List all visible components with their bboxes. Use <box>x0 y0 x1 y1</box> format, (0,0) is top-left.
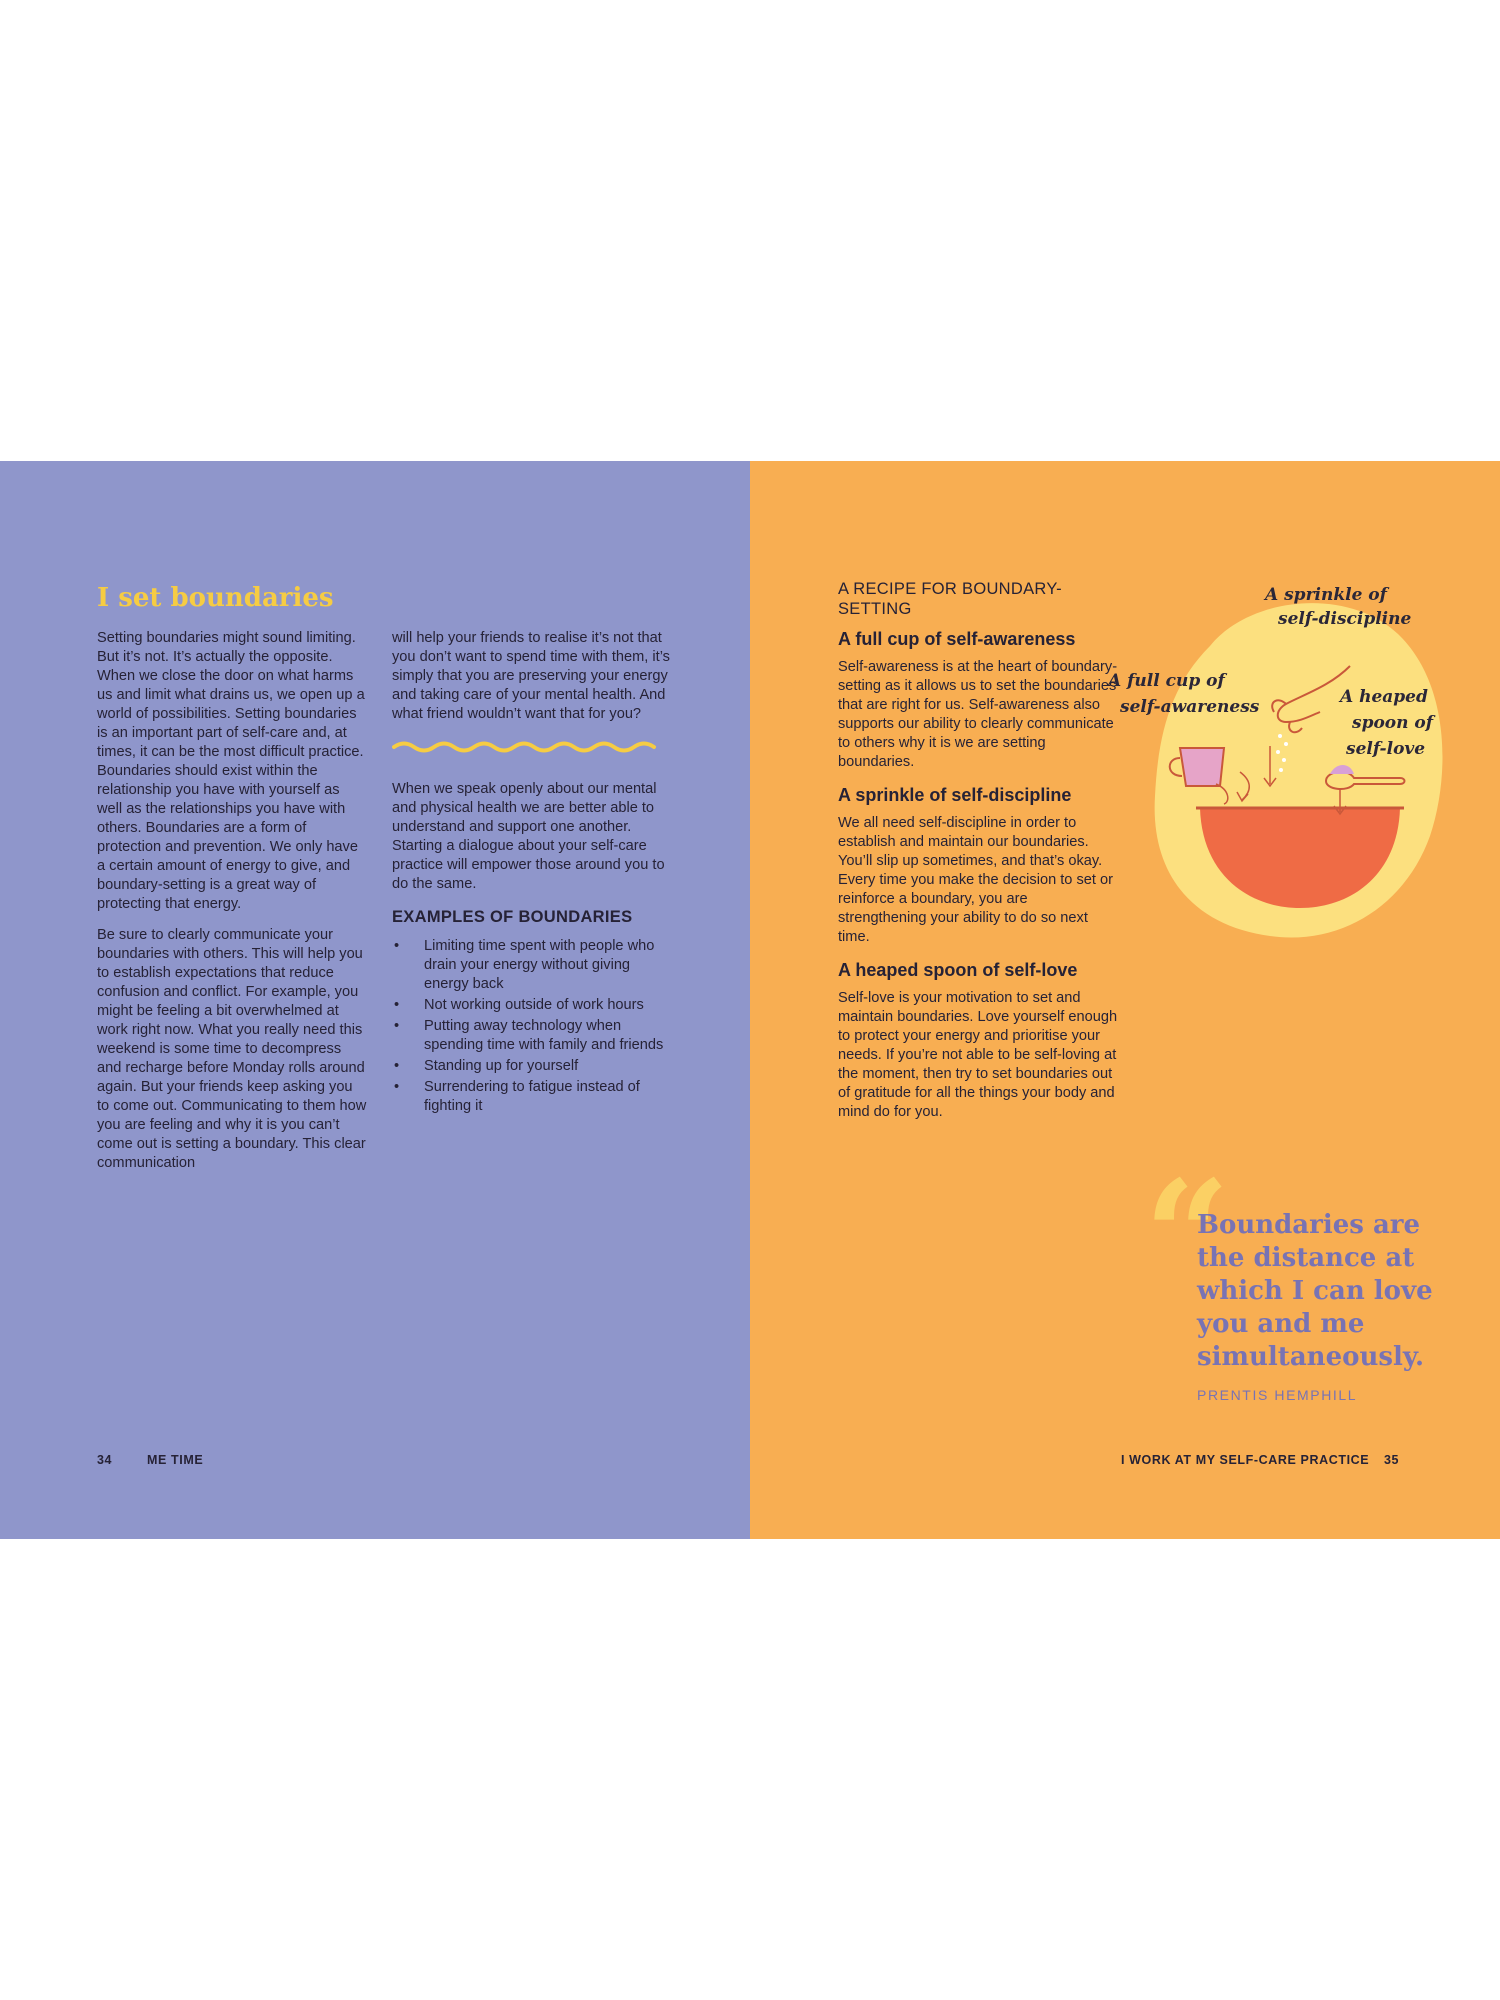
page-number-left: 34 <box>97 1453 113 1467</box>
quote-mark-icon: “ <box>1144 1148 1231 1324</box>
label-cup-line1: A full cup of <box>1108 671 1225 691</box>
body-paragraph: will help your friends to realise it’s not that you don’t want to spend time with them, it’s simply that you are preserving your energy and taking care of your mental health. And what friend wouldn’t want that for you? <box>392 630 670 722</box>
list-item-text: Surrendering to fatigue instead of fighting it <box>424 1079 640 1114</box>
book-spread <box>0 461 1500 1539</box>
list-item <box>392 1057 670 1076</box>
recipe-paragraph: We all need self-discipline in order to establish and maintain our boundaries. You’ll slip up sometimes, and that’s okay. Every time you make the decision to set or reinforce a boundary, you are strengthening your ability to do so next time. <box>838 815 1113 945</box>
list-item-text: Limiting time spent with people who drain your energy without giving energy back <box>424 938 655 992</box>
recipe-subheading: A full cup of self-awareness <box>838 629 1076 649</box>
list-item <box>392 1078 670 1116</box>
running-head-left: ME TIME <box>147 1453 204 1467</box>
label-spoon-line2: spoon of <box>1352 713 1434 733</box>
label-sprinkle-line1: A sprinkle of <box>1265 585 1387 605</box>
body-paragraph: Setting boundaries might sound limiting. But it’s not. It’s actually the opposite. When we close the door on what harms us and limit what drains us, we open up a world of possibilities. Setting boundaries is an important part of self-care and, at times, it can be the most difficult practice. Boundaries should exist within the relationship you have with yourself as well as the relationships you have with others. Boundaries are a form of protection and prevention. We only have a certain amount of energy to give, and boundary-setting is a great way of protecting that energy. <box>97 630 365 912</box>
pull-quote: Boundaries are the distance at which I can love you and me simultaneously. <box>1197 1210 1433 1372</box>
left-column-1 <box>97 629 367 1185</box>
recipe-subheading: A sprinkle of self-discipline <box>838 785 1072 805</box>
list-item-text: Not working outside of work hours <box>424 997 644 1013</box>
bullet-icon: • <box>394 1079 400 1095</box>
bullet-icon: • <box>394 997 400 1013</box>
wavy-divider-icon <box>392 740 658 754</box>
list-item-text: Putting away technology when spending time with family and friends <box>424 1018 664 1053</box>
body-paragraph: Be sure to clearly communicate your boundaries with others. This will help you to establish expectations that reduce confusion and conflict. For example, you might be feeling a bit overwhelmed at work right now. What you really need this weekend is some time to decompress and recharge before Monday rolls around again. But your friends keep asking you to come out. Communicating to them how you are feeling and why it is you can’t come out is setting a boundary. This clear communication <box>97 927 367 1171</box>
recipe-title: A RECIPE FOR BOUNDARY-SETTING <box>838 580 1062 618</box>
examples-heading: EXAMPLES OF BOUNDARIES <box>392 908 633 926</box>
recipe-paragraph: Self-awareness is at the heart of boundary-setting as it allows us to set the boundaries that are right for us. Self-awareness also supports our ability to clearly communicate to others why it is we are setting boundaries. <box>838 659 1118 770</box>
list-item <box>392 996 670 1015</box>
label-spoon-line1: A heaped <box>1340 687 1428 707</box>
body-paragraph: When we speak openly about our mental and physical health we are better able to understand and support one another. Starting a dialogue about your self-care practice will empower those around you to do the same. <box>392 781 665 892</box>
recipe-illustration <box>1100 576 1460 956</box>
bullet-icon: • <box>394 1018 400 1034</box>
left-page <box>0 461 750 1539</box>
quote-author: PRENTIS HEMPHILL <box>1197 1387 1358 1403</box>
list-item <box>392 937 670 994</box>
running-head-right: I WORK AT MY SELF-CARE PRACTICE <box>1121 1453 1370 1467</box>
bullet-icon: • <box>394 938 400 954</box>
left-column-2 <box>392 629 670 1118</box>
section-heading: I set boundaries <box>97 583 334 613</box>
recipe-column <box>838 579 1118 1135</box>
label-cup-line2: self-awareness <box>1120 697 1260 717</box>
list-item-text: Standing up for yourself <box>424 1058 579 1074</box>
label-sprinkle-line2: self-discipline <box>1278 609 1412 629</box>
list-item <box>392 1017 670 1055</box>
recipe-paragraph: Self-love is your motivation to set and maintain boundaries. Love yourself enough to protect your energy and prioritise your needs. If you’re not able to be self-loving at the moment, then try to set boundaries out of gratitude for all the things your body and mind do for you. <box>838 990 1118 1120</box>
examples-list <box>392 937 670 1116</box>
label-spoon-line3: self-love <box>1346 739 1426 759</box>
recipe-subheading: A heaped spoon of self-love <box>838 960 1078 980</box>
bullet-icon: • <box>394 1058 400 1074</box>
page-number-right: 35 <box>1384 1453 1400 1467</box>
